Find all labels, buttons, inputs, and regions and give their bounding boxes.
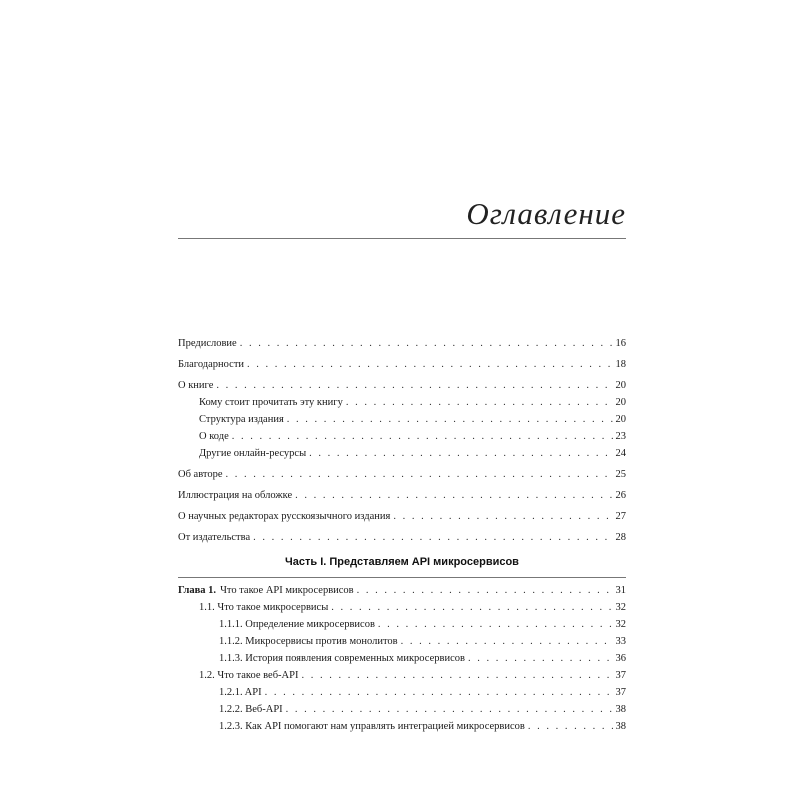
toc-entry-text: 1.2.1. API xyxy=(219,687,262,698)
dot-leader xyxy=(331,599,612,616)
dot-leader xyxy=(346,394,613,411)
page-title: Оглавление xyxy=(466,196,626,231)
toc-entry-label xyxy=(219,616,375,633)
page-number: 38 xyxy=(615,721,626,732)
chapter-number: Глава 1. xyxy=(178,585,217,596)
page-number: 16 xyxy=(615,338,626,349)
front-matter-list xyxy=(178,335,626,546)
toc-entry xyxy=(178,599,626,616)
toc-entry-text: 1.1.2. Микросервисы против монолитов xyxy=(219,636,398,647)
toc-entry xyxy=(178,377,626,394)
dot-leader xyxy=(378,616,613,633)
toc-entry-label xyxy=(199,411,284,428)
page-number: 36 xyxy=(615,653,626,664)
toc-entry xyxy=(178,335,626,352)
page-number: 18 xyxy=(615,359,626,370)
toc-entry-text: О книге xyxy=(178,380,214,391)
toc-entry-text: Что такое API микросервисов xyxy=(220,585,354,596)
toc-entry-label xyxy=(199,394,343,411)
dot-leader xyxy=(287,411,613,428)
toc-entry-text: 1.1.3. История появления современных микросервисов xyxy=(219,653,465,664)
toc-entry-text: О научных редакторах русскоязычного издания xyxy=(178,511,391,522)
toc-entry xyxy=(178,701,626,718)
toc-entry xyxy=(178,411,626,428)
dot-leader xyxy=(265,684,613,701)
toc-entry xyxy=(178,487,626,504)
toc-entry-label xyxy=(178,508,390,525)
toc-entry xyxy=(178,718,626,735)
toc-entry xyxy=(178,684,626,701)
toc-entry-text: Об авторе xyxy=(178,469,223,480)
title-divider xyxy=(178,238,626,239)
toc-entry-text: Другие онлайн-ресурсы xyxy=(199,448,307,459)
toc-entry-text: Структура издания xyxy=(199,414,284,425)
dot-leader xyxy=(247,356,612,373)
toc-entry xyxy=(178,466,626,483)
toc-entry xyxy=(178,529,626,546)
toc-entry-text: Иллюстрация на обложке xyxy=(178,490,293,501)
toc-entry-label xyxy=(178,529,250,546)
toc-entry-text: Предисловие xyxy=(178,338,237,349)
page-number: 20 xyxy=(615,414,626,425)
page-number: 37 xyxy=(615,687,626,698)
toc-entry xyxy=(178,667,626,684)
toc-entry-label xyxy=(178,377,213,394)
dot-leader xyxy=(232,428,613,445)
page-number: 27 xyxy=(615,511,626,522)
toc-entry xyxy=(178,356,626,373)
toc-entry-label xyxy=(178,487,292,504)
dot-leader xyxy=(357,582,613,599)
page-number: 32 xyxy=(615,619,626,630)
dot-leader xyxy=(468,650,613,667)
toc-entry xyxy=(178,428,626,445)
toc-entry-label xyxy=(219,718,525,735)
page-number: 31 xyxy=(615,585,626,596)
page-number: 33 xyxy=(615,636,626,647)
dot-leader xyxy=(226,466,613,483)
toc-entry xyxy=(178,445,626,462)
dot-leader xyxy=(295,487,612,504)
toc-entry-text: О коде xyxy=(199,431,229,442)
dot-leader xyxy=(401,633,613,650)
toc-entry-label xyxy=(199,599,328,616)
page-number: 32 xyxy=(615,602,626,613)
dot-leader xyxy=(393,508,612,525)
dot-leader xyxy=(286,701,613,718)
page-number: 37 xyxy=(615,670,626,681)
toc-entry xyxy=(178,394,626,411)
toc-entry-text: 1.2. Что такое веб-API xyxy=(199,670,299,681)
page-number: 23 xyxy=(615,431,626,442)
toc-entry xyxy=(178,633,626,650)
page-number: 28 xyxy=(615,532,626,543)
toc-entry xyxy=(178,582,626,599)
toc-entry-label xyxy=(178,582,354,599)
toc-entry-text: От издательства xyxy=(178,532,251,543)
toc-entry-label xyxy=(199,667,298,684)
page-number: 24 xyxy=(615,448,626,459)
dot-leader xyxy=(253,529,612,546)
page-number: 20 xyxy=(615,380,626,391)
dot-leader xyxy=(309,445,612,462)
toc-entry-label xyxy=(178,335,237,352)
toc-entry-label xyxy=(219,650,465,667)
toc-entry xyxy=(178,616,626,633)
toc-entry-label xyxy=(178,466,223,483)
dot-leader xyxy=(301,667,612,684)
toc-entry-label xyxy=(199,428,229,445)
toc-entry xyxy=(178,508,626,525)
toc-entry-text: 1.1. Что такое микросервисы xyxy=(199,602,329,613)
toc-entry-text: 1.2.2. Веб-API xyxy=(219,704,283,715)
dot-leader xyxy=(528,718,613,735)
part-heading: Часть I. Представляем API микросервисов xyxy=(285,556,519,568)
page-number: 38 xyxy=(615,704,626,715)
page-number: 26 xyxy=(615,490,626,501)
page-number: 25 xyxy=(615,469,626,480)
toc-entry-label xyxy=(178,356,244,373)
toc-entry xyxy=(178,650,626,667)
toc-entry-label xyxy=(219,684,262,701)
part-divider xyxy=(178,577,626,578)
toc-entry-text: Благодарности xyxy=(178,359,245,370)
toc-entry-label xyxy=(219,701,283,718)
dot-leader xyxy=(216,377,612,394)
page-number: 20 xyxy=(615,397,626,408)
toc-entry-label xyxy=(219,633,398,650)
toc-entry-text: 1.2.3. Как API помогают нам управлять интеграцией микросервисов xyxy=(219,721,525,732)
toc-entry-label xyxy=(199,445,306,462)
chapter-entries-list xyxy=(178,582,626,735)
toc-entry-text: Кому стоит прочитать эту книгу xyxy=(199,397,343,408)
dot-leader xyxy=(240,335,613,352)
toc-entry-text: 1.1.1. Определение микросервисов xyxy=(219,619,375,630)
